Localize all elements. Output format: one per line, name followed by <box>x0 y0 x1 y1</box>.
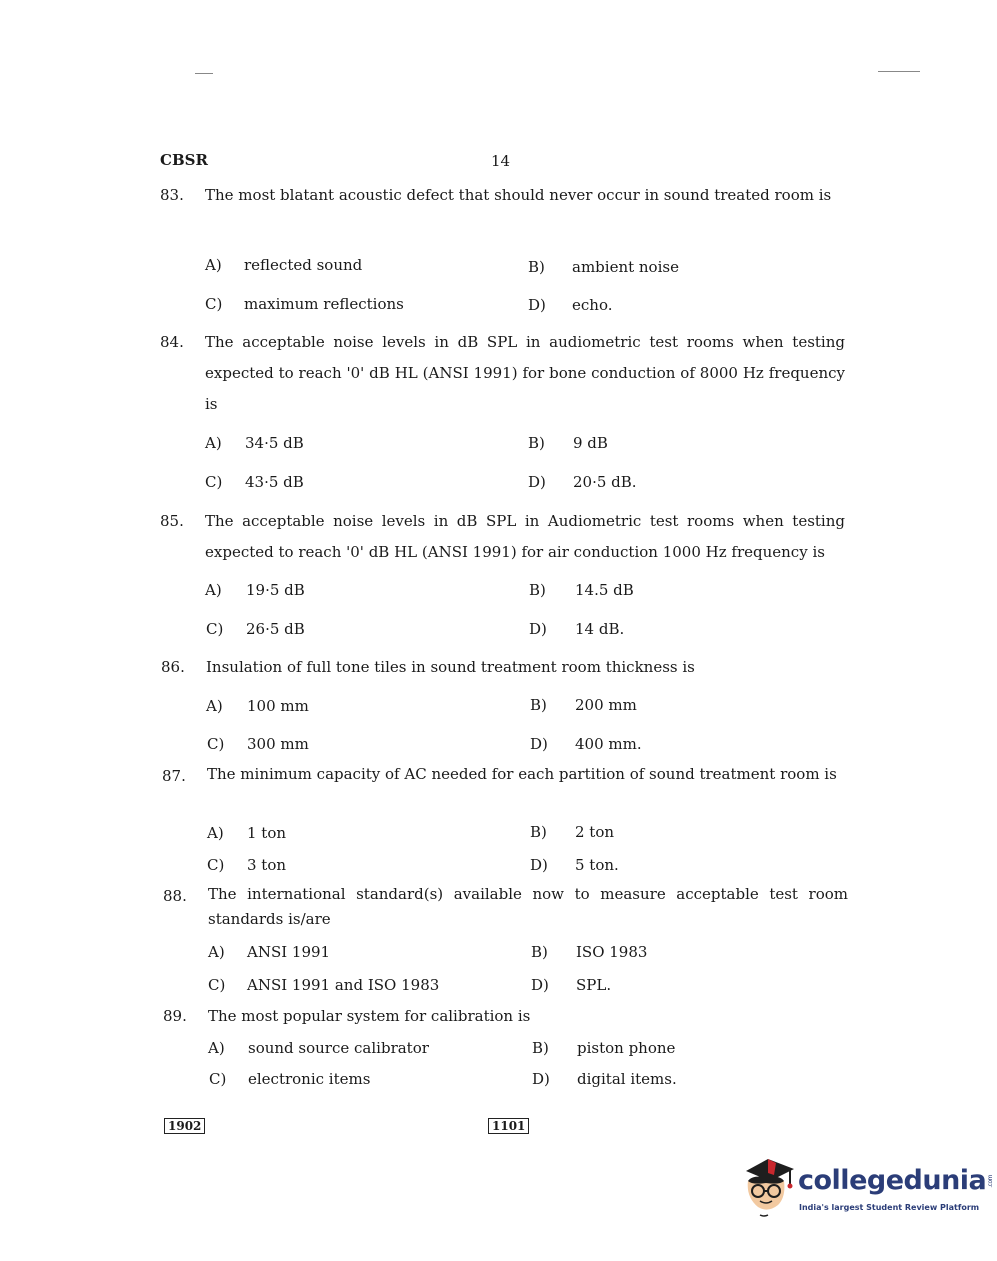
option-text: 1 ton <box>247 824 287 842</box>
footer-code-center: 1101 <box>488 1118 529 1134</box>
option-label: C) <box>208 976 226 994</box>
option-label: A) <box>208 1039 225 1057</box>
question-number: 87. <box>162 767 186 785</box>
question-text: The most blatant acoustic defect that should never occur in sound treated room is <box>205 186 832 204</box>
option-label: A) <box>205 256 222 274</box>
option-label: A) <box>205 434 222 452</box>
option-label: B) <box>528 258 545 276</box>
question-text: The minimum capacity of AC needed for each partition of sound treatment room is <box>207 765 837 783</box>
option-label: D) <box>531 976 549 994</box>
option-label: B) <box>529 581 546 599</box>
question-number: 84. <box>160 333 184 351</box>
option-text: 400 mm. <box>575 735 642 753</box>
option-label: D) <box>528 473 546 491</box>
option-label: C) <box>207 735 225 753</box>
option-label: B) <box>530 823 547 841</box>
option-label: C) <box>205 295 223 313</box>
option-label: B) <box>530 696 547 714</box>
question-text: The acceptable noise levels in dB SPL in audiometric test rooms when testing expected to reach '0' dB HL (ANSI 1991) for bone conduction of 8000 Hz frequency is <box>205 333 845 413</box>
option-label: B) <box>532 1039 549 1057</box>
option-text: piston phone <box>577 1039 676 1057</box>
collegedunia-logo <box>738 1155 995 1225</box>
option-text: electronic items <box>248 1070 371 1088</box>
question-number: 88. <box>163 887 187 905</box>
option-label: C) <box>206 620 224 638</box>
option-label: C) <box>207 856 225 874</box>
option-text: ISO 1983 <box>576 943 648 961</box>
option-text: 43·5 dB <box>245 473 304 491</box>
footer-code-left: 1902 <box>164 1118 205 1134</box>
top-right-rule <box>878 71 920 72</box>
option-text: ANSI 1991 <box>247 943 331 961</box>
option-label: D) <box>529 620 547 638</box>
page-number: 14 <box>491 152 511 170</box>
option-text: 200 mm <box>575 696 637 714</box>
option-label: D) <box>528 296 546 314</box>
option-label: D) <box>532 1070 550 1088</box>
question-text: The acceptable noise levels in dB SPL in Audiometric test rooms when testing expected to reach '0' dB HL (ANSI 1991) for air conduction 1000 Hz frequency is <box>205 512 845 561</box>
question-text: The international standard(s) available now to measure acceptable test room standards is/are <box>208 885 848 928</box>
option-text: 14.5 dB <box>575 581 634 599</box>
option-label: B) <box>531 943 548 961</box>
option-text: maximum reflections <box>244 295 404 313</box>
mascot-icon <box>738 1155 796 1221</box>
question-text: The most popular system for calibration is <box>208 1007 531 1025</box>
option-text: 14 dB. <box>575 620 625 638</box>
option-text: 19·5 dB <box>246 581 305 599</box>
option-label: A) <box>207 824 224 842</box>
logo-tagline: India's largest Student Review Platform <box>799 1203 980 1212</box>
option-label: C) <box>205 473 223 491</box>
option-text: 2 ton <box>575 823 615 841</box>
logo-wordmark: collegedunia.com <box>798 1165 995 1196</box>
option-label: D) <box>530 735 548 753</box>
option-label: C) <box>209 1070 227 1088</box>
top-left-rule <box>195 73 213 74</box>
option-label: B) <box>528 434 545 452</box>
question-number: 83. <box>160 186 184 204</box>
option-text: 20·5 dB. <box>573 473 637 491</box>
option-label: A) <box>205 581 222 599</box>
option-text: 9 dB <box>573 434 608 452</box>
option-label: A) <box>208 943 225 961</box>
option-text: 26·5 dB <box>246 620 305 638</box>
option-text: 5 ton. <box>575 856 619 874</box>
option-text: 100 mm <box>247 697 309 715</box>
option-text: digital items. <box>577 1070 677 1088</box>
option-text: sound source calibrator <box>248 1039 429 1057</box>
question-number: 89. <box>163 1007 187 1025</box>
option-text: reflected sound <box>244 256 363 274</box>
option-text: 300 mm <box>247 735 309 753</box>
option-text: ambient noise <box>572 258 679 276</box>
option-text: SPL. <box>576 976 612 994</box>
question-text: Insulation of full tone tiles in sound treatment room thickness is <box>206 658 695 676</box>
option-text: 34·5 dB <box>245 434 304 452</box>
option-text: 3 ton <box>247 856 287 874</box>
option-text: echo. <box>572 296 613 314</box>
option-label: D) <box>530 856 548 874</box>
option-text: ANSI 1991 and ISO 1983 <box>247 976 440 994</box>
question-number: 85. <box>160 512 184 530</box>
option-label: A) <box>206 697 223 715</box>
question-number: 86. <box>161 658 185 676</box>
exam-code: CBSR <box>160 151 208 169</box>
